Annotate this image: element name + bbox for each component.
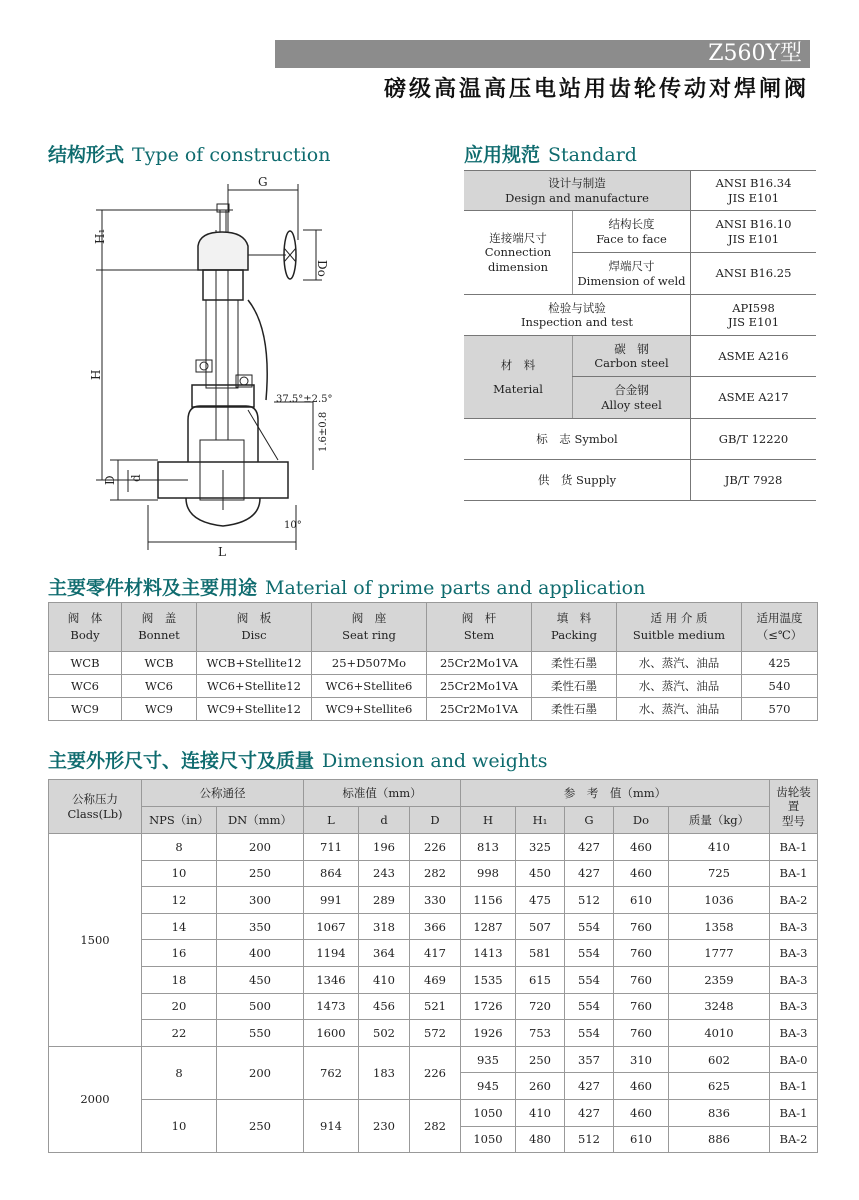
column-header: 阀 板 Disc (197, 603, 312, 652)
cell: 水、蒸汽、油品 (617, 652, 742, 675)
cell: 310 (614, 1046, 669, 1073)
cell: WC6 (49, 675, 122, 698)
cell: 1067 (304, 913, 359, 940)
cell: 柔性石墨 (532, 675, 617, 698)
label-cn: 连接端尺寸 (489, 230, 547, 245)
cell: 725 (669, 860, 770, 887)
standard-value: ANSI B16.25 (691, 253, 817, 295)
cell: 1600 (304, 1020, 359, 1047)
cell: 1287 (461, 913, 516, 940)
cell: 450 (516, 860, 565, 887)
cell: 625 (669, 1073, 770, 1100)
table-row (49, 652, 818, 675)
column-header: 参 考 值（mm） (461, 780, 770, 807)
cell: 25Cr2Mo1VA (427, 698, 532, 721)
cell: 366 (410, 913, 461, 940)
label-cn: 结构长度 (608, 217, 655, 232)
cell: 762 (304, 1046, 359, 1099)
standard-heading-en: Standard (548, 144, 637, 166)
standard-row (464, 336, 816, 377)
cell: 水、蒸汽、油品 (617, 698, 742, 721)
cell: 450 (217, 966, 304, 993)
cell: 512 (565, 887, 614, 914)
model-number: Z560Y型 (708, 41, 802, 66)
dimensions-body (49, 834, 818, 1153)
cell: 427 (565, 1073, 614, 1100)
table-row (49, 675, 818, 698)
cell: 1346 (304, 966, 359, 993)
cell: 16 (142, 940, 217, 967)
cell: 512 (565, 1126, 614, 1153)
cell: 460 (614, 1073, 669, 1100)
cell: 1050 (461, 1126, 516, 1153)
cell: WC6+Stellite6 (312, 675, 427, 698)
materials-heading (48, 573, 645, 600)
valve-drawing (88, 170, 358, 565)
cell: 427 (565, 860, 614, 887)
cell: 325 (516, 834, 565, 861)
cell: 456 (359, 993, 410, 1020)
cell: 226 (410, 1046, 461, 1099)
dim-label-l: L (218, 545, 226, 559)
table-row (49, 698, 818, 721)
cell: 350 (217, 913, 304, 940)
cell: 998 (461, 860, 516, 887)
label-en: Alloy steel (601, 397, 662, 412)
cell: 711 (304, 834, 359, 861)
column-header: 填 料 Packing (532, 603, 617, 652)
label-en: Face to face (596, 231, 667, 246)
column-header: L (304, 807, 359, 834)
cell: 200 (217, 834, 304, 861)
cell: 200 (217, 1046, 304, 1099)
cell: WC6+Stellite12 (197, 675, 312, 698)
cell: 760 (614, 993, 669, 1020)
cell: BA-1 (770, 1099, 818, 1126)
dimensions-heading-cn: 主要外形尺寸、连接尺寸及质量 (48, 750, 315, 772)
cell: BA-1 (770, 1073, 818, 1100)
cell: 1358 (669, 913, 770, 940)
cell: 25Cr2Mo1VA (427, 675, 532, 698)
column-header: DN（mm） (217, 807, 304, 834)
cell: 886 (669, 1126, 770, 1153)
cell: 521 (410, 993, 461, 1020)
cell: 25Cr2Mo1VA (427, 652, 532, 675)
column-header: 阀 杆 Stem (427, 603, 532, 652)
cell: 282 (410, 860, 461, 887)
cell: 427 (565, 1099, 614, 1126)
cell: 554 (565, 913, 614, 940)
cell: 20 (142, 993, 217, 1020)
standard-row (464, 295, 816, 336)
cell: WCB (49, 652, 122, 675)
standard-value: ASME A216 (691, 336, 817, 377)
construction-heading-en: Type of construction (132, 144, 331, 166)
cell: 864 (304, 860, 359, 887)
standard-row (464, 419, 816, 460)
dimensions-table (48, 779, 818, 1153)
column-header: 齿轮装置 型号 (770, 780, 818, 834)
cell: 570 (742, 698, 818, 721)
cell: BA-2 (770, 887, 818, 914)
cell: 502 (359, 1020, 410, 1047)
cell: 554 (565, 1020, 614, 1047)
cell: 8 (142, 834, 217, 861)
column-header: 适用温度 （≤℃） (742, 603, 818, 652)
materials-table (48, 602, 818, 721)
column-header: 公称通径 (142, 780, 304, 807)
label-en: Inspection and test (521, 315, 633, 329)
cell: 18 (142, 966, 217, 993)
label-en: Material (493, 382, 543, 396)
cell: 753 (516, 1020, 565, 1047)
standard-heading (464, 140, 637, 167)
cell: WC9+Stellite12 (197, 698, 312, 721)
standard-sub-label (573, 253, 691, 295)
label-cn: 设计与制造 (548, 176, 606, 191)
dim-label-d-inner: d (129, 474, 143, 482)
standard-heading-cn: 应用规范 (464, 144, 541, 166)
cell: 581 (516, 940, 565, 967)
cell: WCB+Stellite12 (197, 652, 312, 675)
cell: 1413 (461, 940, 516, 967)
cell: 3248 (669, 993, 770, 1020)
column-header: 阀 体 Body (49, 603, 122, 652)
cell: 230 (359, 1099, 410, 1152)
cell: 282 (410, 1099, 461, 1152)
cell: 550 (217, 1020, 304, 1047)
column-header: H₁ (516, 807, 565, 834)
standard-row (464, 211, 816, 253)
cell: 196 (359, 834, 410, 861)
cell: WC9+Stellite6 (312, 698, 427, 721)
column-header: 阀 座 Seat ring (312, 603, 427, 652)
class-cell: 1500 (49, 834, 142, 1047)
cell: 2359 (669, 966, 770, 993)
label-en: Design and manufacture (505, 190, 649, 205)
cell: BA-1 (770, 860, 818, 887)
cell: 14 (142, 913, 217, 940)
column-header: 公称压力 Class(Lb) (49, 780, 142, 834)
construction-heading-cn: 结构形式 (48, 144, 125, 166)
cell: 475 (516, 887, 565, 914)
label-cn: 标 志 (536, 431, 571, 446)
cell: 500 (217, 993, 304, 1020)
column-header: 阀 盖 Bonnet (122, 603, 197, 652)
standard-label (464, 460, 691, 501)
label-cn: 焊端尺寸 (608, 259, 655, 274)
cell: 935 (461, 1046, 516, 1073)
page-title: 磅级高温高压电站用齿轮传动对焊闸阀 (383, 77, 809, 102)
materials-header-row (49, 603, 818, 652)
standard-label (464, 295, 691, 336)
dim-label-h1: H₁ (93, 228, 107, 244)
cell: BA-3 (770, 966, 818, 993)
cell: 1050 (461, 1099, 516, 1126)
dim-label-g: G (258, 175, 268, 189)
cell: 813 (461, 834, 516, 861)
cell: 760 (614, 1020, 669, 1047)
cell: BA-3 (770, 1020, 818, 1047)
cell: BA-3 (770, 940, 818, 967)
cell: 460 (614, 834, 669, 861)
column-header: G (565, 807, 614, 834)
cell: 1926 (461, 1020, 516, 1047)
label-en: Carbon steel (594, 356, 669, 370)
dimensions-heading (48, 746, 548, 773)
label-en: Dimension of weld (577, 273, 686, 288)
standard-value: GB/T 12220 (691, 419, 817, 460)
standard-table (464, 170, 816, 501)
dim-label-do: Do (315, 260, 329, 277)
table-row (49, 940, 818, 967)
cell: 226 (410, 834, 461, 861)
cell: 991 (304, 887, 359, 914)
cell: 410 (516, 1099, 565, 1126)
cell: 柔性石墨 (532, 652, 617, 675)
cell: BA-0 (770, 1046, 818, 1073)
cell: 25+D507Mo (312, 652, 427, 675)
cell: 945 (461, 1073, 516, 1100)
standard-value: JB/T 7928 (691, 460, 817, 501)
cell: 243 (359, 860, 410, 887)
cell: 水、蒸汽、油品 (617, 675, 742, 698)
cell: 318 (359, 913, 410, 940)
column-header: NPS（in） (142, 807, 217, 834)
cell: 183 (359, 1046, 410, 1099)
standard-label (464, 419, 691, 460)
standard-row (464, 460, 816, 501)
cell: 357 (565, 1046, 614, 1073)
standard-sub-label (573, 377, 691, 419)
label-cn: 供 货 (537, 472, 573, 487)
dim-label-tolerance: 1.6±0.8 (318, 411, 329, 452)
column-header: Do (614, 807, 669, 834)
column-header: H (461, 807, 516, 834)
cell: 10 (142, 860, 217, 887)
cell: 260 (516, 1073, 565, 1100)
cell: 615 (516, 966, 565, 993)
column-header: d (359, 807, 410, 834)
cell: WCB (122, 652, 197, 675)
table-row (49, 834, 818, 861)
standard-label (464, 171, 691, 211)
label-cn: 材 料 (500, 357, 536, 372)
table-row (49, 1046, 818, 1073)
cell: 330 (410, 887, 461, 914)
cell: 1036 (669, 887, 770, 914)
column-header: 质量（kg） (669, 807, 770, 834)
dimensions-header-row (49, 807, 818, 834)
cell: 8 (142, 1046, 217, 1099)
cell: 610 (614, 887, 669, 914)
cell: 540 (742, 675, 818, 698)
label-cn: 碳 钢 (614, 341, 649, 356)
cell: 410 (669, 834, 770, 861)
materials-heading-en: Material of prime parts and application (265, 577, 646, 599)
cell: 250 (516, 1046, 565, 1073)
dimensions-header-row (49, 780, 818, 807)
cell: 12 (142, 887, 217, 914)
cell: 610 (614, 1126, 669, 1153)
standard-value: ANSI B16.10 JIS E101 (691, 211, 817, 253)
standard-value: ANSI B16.34 JIS E101 (691, 171, 817, 211)
cell: 460 (614, 1099, 669, 1126)
cell: WC9 (49, 698, 122, 721)
construction-heading (48, 140, 330, 167)
cell: 1535 (461, 966, 516, 993)
dim-label-angle: 37.5°±2.5° (276, 394, 333, 405)
cell: 400 (217, 940, 304, 967)
cell: 425 (742, 652, 818, 675)
table-row (49, 860, 818, 887)
cell: 250 (217, 1099, 304, 1152)
cell: 22 (142, 1020, 217, 1047)
cell: 1726 (461, 993, 516, 1020)
dim-label-d-outer: D (103, 475, 117, 485)
label-en: Supply (575, 472, 617, 487)
cell: 507 (516, 913, 565, 940)
cell: 1777 (669, 940, 770, 967)
standard-row (464, 171, 816, 211)
cell: BA-3 (770, 913, 818, 940)
cell: 760 (614, 940, 669, 967)
cell: 300 (217, 887, 304, 914)
column-header: D (410, 807, 461, 834)
cell: 289 (359, 887, 410, 914)
table-row (49, 966, 818, 993)
column-header: 适 用 介 质 Suitble medium (617, 603, 742, 652)
cell: 460 (614, 860, 669, 887)
cell: 572 (410, 1020, 461, 1047)
standard-group-label (464, 211, 573, 295)
cell: 480 (516, 1126, 565, 1153)
standard-sub-label (573, 211, 691, 253)
cell: 柔性石墨 (532, 698, 617, 721)
cell: 1473 (304, 993, 359, 1020)
materials-heading-cn: 主要零件材料及主要用途 (48, 577, 258, 599)
cell: 1156 (461, 887, 516, 914)
cell: 410 (359, 966, 410, 993)
label-en: Connection dimension (484, 245, 552, 274)
cell: 914 (304, 1099, 359, 1152)
table-row (49, 1099, 818, 1126)
cell: BA-2 (770, 1126, 818, 1153)
cell: BA-1 (770, 834, 818, 861)
model-bar (275, 40, 810, 68)
cell: 760 (614, 966, 669, 993)
standard-value: ASME A217 (691, 377, 817, 419)
cell: 602 (669, 1046, 770, 1073)
dimensions-heading-en: Dimension and weights (322, 750, 548, 772)
cell: 760 (614, 913, 669, 940)
cell: 427 (565, 834, 614, 861)
table-row (49, 993, 818, 1020)
table-row (49, 1020, 818, 1047)
table-row (49, 887, 818, 914)
cell: 1194 (304, 940, 359, 967)
cell: WC6 (122, 675, 197, 698)
cell: 4010 (669, 1020, 770, 1047)
standard-value: API598 JIS E101 (691, 295, 817, 336)
standard-sub-label (573, 336, 691, 377)
cell: 554 (565, 940, 614, 967)
cell: WC9 (122, 698, 197, 721)
cell: BA-3 (770, 993, 818, 1020)
class-cell: 2000 (49, 1046, 142, 1152)
table-row (49, 913, 818, 940)
cell: 720 (516, 993, 565, 1020)
label-cn: 检验与试验 (548, 300, 606, 315)
dim-label-10deg: 10° (284, 520, 302, 531)
cell: 364 (359, 940, 410, 967)
column-header: 标准值（mm） (304, 780, 461, 807)
label-cn: 合金钢 (614, 383, 649, 398)
cell: 836 (669, 1099, 770, 1126)
dim-label-h: H (89, 369, 103, 380)
standard-group-label (464, 336, 573, 419)
cell: 554 (565, 993, 614, 1020)
cell: 469 (410, 966, 461, 993)
cell: 250 (217, 860, 304, 887)
cell: 554 (565, 966, 614, 993)
cell: 417 (410, 940, 461, 967)
cell: 10 (142, 1099, 217, 1152)
label-en: Symbol (574, 431, 618, 446)
